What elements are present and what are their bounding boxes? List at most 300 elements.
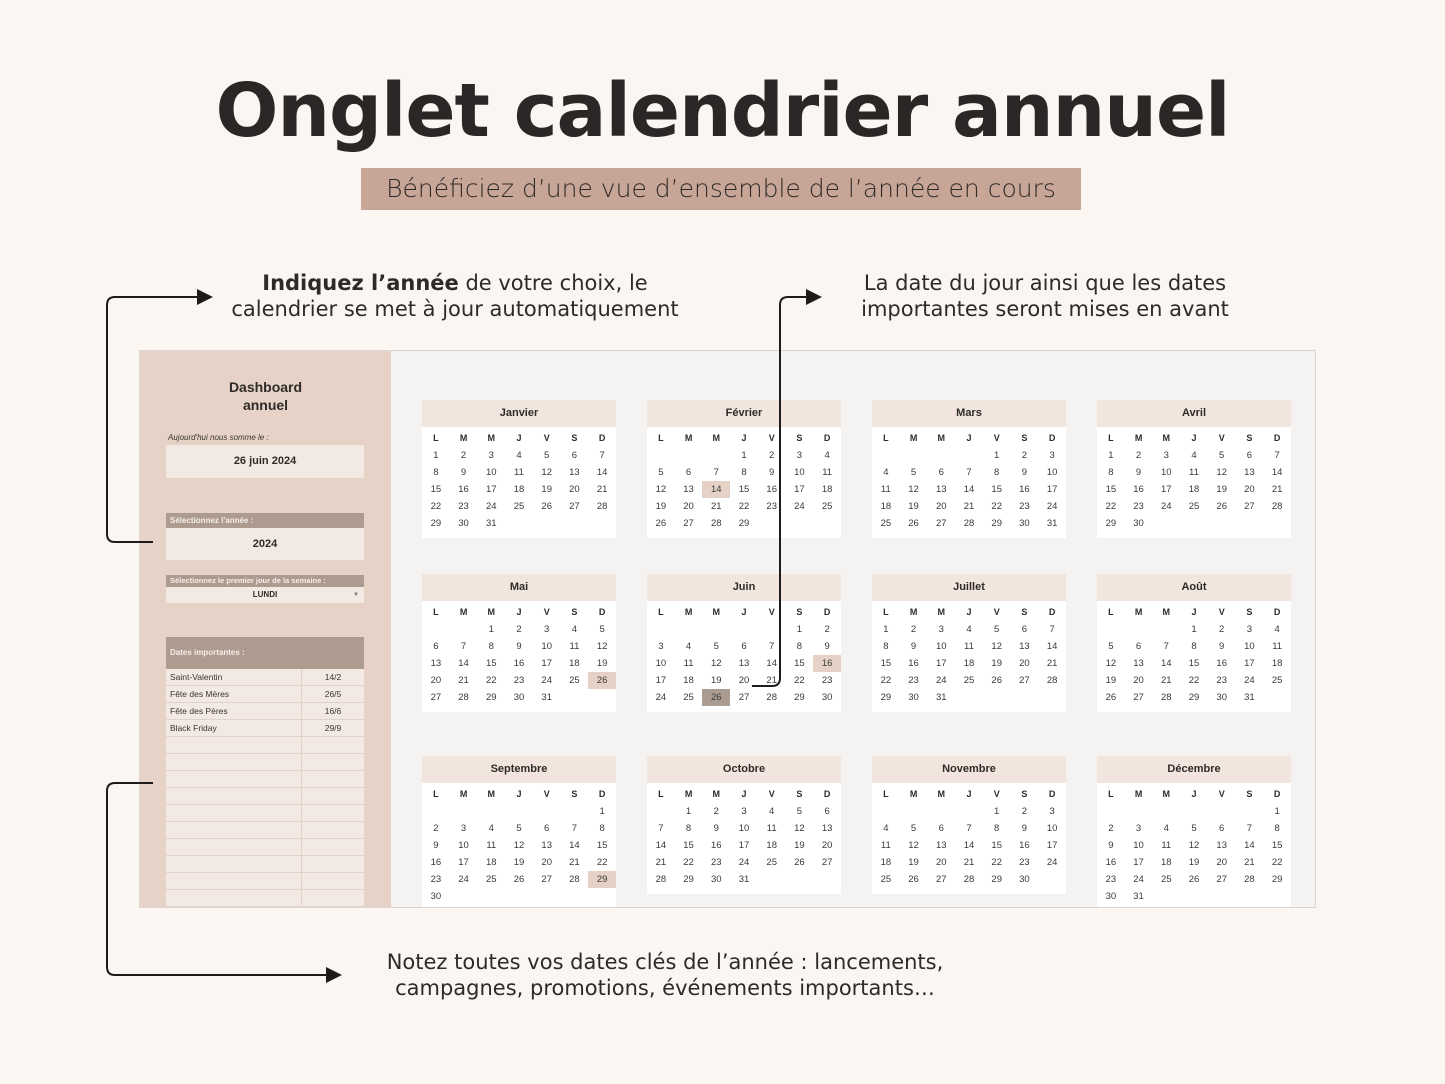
weekday-header: M <box>1162 607 1171 617</box>
day-cell: 15 <box>794 658 805 669</box>
day-cell: 12 <box>908 840 919 851</box>
weekday-header: M <box>937 607 946 617</box>
day-cell: 12 <box>655 484 667 495</box>
day-cell: 13 <box>935 484 947 495</box>
day-cell: 3 <box>1135 823 1142 834</box>
weekday-header: M <box>684 607 693 617</box>
day-cell: 5 <box>713 641 719 652</box>
week-start-value: LUNDI <box>252 590 278 599</box>
today-label: Aujourd'hui nous somme le : <box>168 433 269 442</box>
month-title: Mai <box>422 574 616 601</box>
day-cell: 15 <box>991 484 1002 495</box>
empty-day-cell <box>1097 803 1125 820</box>
day-cell: 6 <box>824 806 830 817</box>
day-cell: 25 <box>569 675 580 686</box>
day-cell: 14 <box>766 658 777 669</box>
day-cell: 3 <box>1049 806 1055 817</box>
month-day-grid <box>647 427 841 538</box>
empty-day-cell <box>1236 803 1264 820</box>
weekday-header: D <box>598 433 606 443</box>
day-cell: 10 <box>1160 467 1172 478</box>
empty-day-cell <box>1125 803 1153 820</box>
day-cell: 12 <box>513 840 525 851</box>
day-cell: 1 <box>1274 806 1280 817</box>
empty-day-cell <box>675 621 703 638</box>
day-cell: 7 <box>599 450 605 461</box>
weekday-header: V <box>1218 789 1225 799</box>
important-date-name[interactable] <box>166 856 302 872</box>
day-cell: 1 <box>1108 450 1114 461</box>
month-day-grid <box>872 427 1066 538</box>
day-cell: 15 <box>430 484 442 495</box>
important-date-name[interactable]: Fête des Pères <box>166 703 302 719</box>
day-cell: 17 <box>935 658 947 669</box>
day-cell: 19 <box>1188 857 1200 868</box>
annotation-year-bold: Indiquez l’année <box>262 271 459 295</box>
empty-day-cell <box>450 803 478 820</box>
important-date-name[interactable]: Black Friday <box>166 720 302 736</box>
important-date-value[interactable] <box>302 788 364 804</box>
month-title: Novembre <box>872 756 1066 783</box>
sidebar <box>140 351 391 907</box>
important-date-value[interactable]: 14/2 <box>324 672 342 682</box>
day-cell: 29 <box>1188 692 1200 703</box>
important-date-row[interactable] <box>166 822 364 839</box>
day-cell: 5 <box>1219 450 1225 461</box>
day-cell: 18 <box>569 658 580 669</box>
important-date-row[interactable] <box>166 737 364 754</box>
important-date-name[interactable] <box>166 890 302 906</box>
day-cell: 17 <box>1133 857 1144 868</box>
day-cell: 25 <box>485 874 497 885</box>
week-start-label: Sélectionnez le premier jour de la semaine : <box>166 575 364 587</box>
day-cell: 25 <box>880 874 892 885</box>
day-cell: 6 <box>433 641 439 652</box>
day-cell: 8 <box>433 467 439 478</box>
weekday-header: D <box>1273 433 1281 443</box>
weekday-header: V <box>1218 433 1225 443</box>
day-cell: 13 <box>683 484 694 495</box>
weekday-header: V <box>993 607 1000 617</box>
day-cell: 5 <box>544 450 550 461</box>
important-date-value[interactable] <box>302 873 364 889</box>
day-cell: 13 <box>541 840 552 851</box>
important-date-name[interactable] <box>166 737 302 753</box>
day-cell: 23 <box>458 501 469 512</box>
day-cell: 11 <box>683 658 694 669</box>
day-cell: 28 <box>1244 874 1255 885</box>
weekday-header: M <box>909 433 918 443</box>
important-date-row[interactable] <box>166 686 364 703</box>
weekday-header: L <box>658 433 664 443</box>
day-cell: 10 <box>935 641 947 652</box>
day-cell: 27 <box>541 874 552 885</box>
important-date-value[interactable] <box>302 890 364 906</box>
month-title: Janvier <box>422 400 616 427</box>
day-cell: 15 <box>683 840 694 851</box>
day-cell: 28 <box>963 518 975 529</box>
day-cell: 7 <box>1049 624 1055 635</box>
day-cell: 28 <box>596 501 608 512</box>
day-cell: 12 <box>541 467 552 478</box>
month-card <box>1097 400 1291 538</box>
day-cell: 26 <box>541 501 552 512</box>
day-cell: 31 <box>485 518 497 529</box>
day-cell: 24 <box>1046 857 1058 868</box>
important-date-name[interactable] <box>166 873 302 889</box>
day-cell: 20 <box>1019 658 1030 669</box>
day-cell: 3 <box>741 806 747 817</box>
weekday-header: S <box>571 433 578 443</box>
empty-day-cell <box>900 803 928 820</box>
day-cell: 29 <box>485 692 497 703</box>
day-cell: 15 <box>596 840 608 851</box>
day-cell: 22 <box>485 675 497 686</box>
day-cell: 28 <box>458 692 469 703</box>
day-cell: 5 <box>516 823 522 834</box>
day-cell: 8 <box>883 641 889 652</box>
day-cell: 1 <box>883 624 889 635</box>
month-day-grid <box>422 427 616 538</box>
day-cell: 14 <box>655 840 667 851</box>
important-date-row[interactable] <box>166 873 364 890</box>
day-cell: 5 <box>796 806 803 817</box>
day-cell: 17 <box>1160 484 1172 495</box>
important-date-name[interactable] <box>166 839 302 855</box>
weekday-header: M <box>937 433 946 443</box>
day-cell: 23 <box>1019 501 1030 512</box>
day-cell: 6 <box>1135 641 1142 652</box>
day-cell: 28 <box>710 518 722 529</box>
weekday-header: L <box>883 607 889 617</box>
day-cell: 27 <box>738 692 750 703</box>
day-cell: 3 <box>658 641 664 652</box>
day-cell: 7 <box>966 823 972 834</box>
important-date-row[interactable] <box>166 754 364 771</box>
day-cell: 15 <box>880 658 892 669</box>
day-cell: 26 <box>908 874 919 885</box>
month-title: Février <box>647 400 841 427</box>
weekday-header: J <box>741 607 747 617</box>
weekday-header: M <box>459 607 468 617</box>
empty-day-cell <box>730 621 758 638</box>
month-title: Juillet <box>872 574 1066 601</box>
annotation-year-rest: de votre choix, le <box>458 271 648 295</box>
day-cell: 11 <box>486 840 497 851</box>
day-cell: 26 <box>908 518 919 529</box>
weekday-header: S <box>1021 433 1028 443</box>
empty-day-cell <box>1152 803 1180 820</box>
day-cell: 15 <box>738 484 750 495</box>
day-cell: 1 <box>488 624 494 635</box>
caret-down-icon[interactable]: ▼ <box>353 592 359 598</box>
day-cell: 24 <box>1244 675 1255 686</box>
day-cell: 19 <box>908 501 919 512</box>
day-cell: 23 <box>908 675 919 686</box>
important-date-row[interactable] <box>166 720 364 737</box>
weekday-header: L <box>658 789 664 799</box>
weekday-header: M <box>459 433 468 443</box>
day-cell: 19 <box>655 501 667 512</box>
weekday-header: D <box>598 607 606 617</box>
day-cell: 1 <box>433 450 439 461</box>
day-cell: 14 <box>1046 641 1058 652</box>
weekday-header: M <box>712 433 721 443</box>
empty-day-cell <box>675 447 703 464</box>
important-date-name[interactable] <box>166 788 302 804</box>
day-cell: 19 <box>1216 484 1227 495</box>
day-cell: 19 <box>541 484 552 495</box>
annotation-notes <box>340 949 990 1001</box>
weekday-header: J <box>741 789 747 799</box>
day-cell: 22 <box>1271 857 1283 868</box>
day-cell: 16 <box>813 655 841 672</box>
day-cell: 23 <box>821 675 833 686</box>
day-cell: 22 <box>991 501 1002 512</box>
weekday-header: S <box>571 607 578 617</box>
weekday-header: D <box>823 433 831 443</box>
day-cell: 15 <box>485 658 497 669</box>
day-cell: 2 <box>1021 806 1028 817</box>
weekday-header: J <box>966 789 972 799</box>
important-date-name[interactable] <box>166 754 302 770</box>
important-date-row[interactable] <box>166 669 364 686</box>
day-cell: 7 <box>769 641 775 652</box>
weekday-header: M <box>1134 607 1143 617</box>
day-cell: 25 <box>963 675 975 686</box>
day-cell: 28 <box>655 874 667 885</box>
weekday-header: J <box>1191 789 1197 799</box>
day-cell: 5 <box>910 467 917 478</box>
day-cell: 23 <box>1019 857 1030 868</box>
day-cell: 24 <box>738 857 750 868</box>
annotation-highlight <box>820 270 1270 322</box>
day-cell: 8 <box>1108 467 1114 478</box>
day-cell: 10 <box>541 641 552 652</box>
day-cell: 7 <box>1246 823 1253 834</box>
dashboard-title-line1: Dashboard <box>228 379 303 395</box>
day-cell: 7 <box>713 467 719 478</box>
important-date-name[interactable]: Fête des Mères <box>166 686 302 702</box>
day-cell: 27 <box>935 874 947 885</box>
weekday-header: L <box>433 433 439 443</box>
day-cell: 27 <box>1244 501 1255 512</box>
important-date-value[interactable] <box>302 805 364 821</box>
day-cell: 31 <box>541 692 552 703</box>
day-cell: 12 <box>991 641 1002 652</box>
day-cell: 4 <box>883 467 889 478</box>
day-cell: 14 <box>963 840 975 851</box>
weekday-header: J <box>966 607 972 617</box>
empty-day-cell <box>1125 621 1153 638</box>
important-date-row[interactable] <box>166 890 364 907</box>
day-cell: 18 <box>1271 658 1283 669</box>
empty-day-cell <box>647 803 675 820</box>
month-card <box>422 574 616 712</box>
empty-day-cell <box>955 447 983 464</box>
day-cell: 9 <box>1135 467 1142 478</box>
day-cell: 22 <box>738 501 750 512</box>
day-cell: 25 <box>880 518 892 529</box>
day-cell: 2 <box>713 806 719 817</box>
important-date-value[interactable]: 26/5 <box>324 689 342 699</box>
weekday-header: L <box>433 789 439 799</box>
day-cell: 20 <box>935 501 947 512</box>
weekday-header: L <box>1108 789 1114 799</box>
day-cell: 18 <box>1188 484 1200 495</box>
day-cell: 16 <box>1105 857 1117 868</box>
month-card <box>1097 756 1291 908</box>
day-cell: 3 <box>1163 450 1169 461</box>
day-cell: 8 <box>599 823 605 834</box>
important-date-row[interactable] <box>166 805 364 822</box>
important-date-row[interactable] <box>166 839 364 856</box>
day-cell: 20 <box>541 857 552 868</box>
important-date-value[interactable] <box>302 839 364 855</box>
day-cell: 11 <box>880 840 891 851</box>
weekday-header: L <box>1108 607 1114 617</box>
month-day-grid <box>647 783 841 894</box>
day-cell: 22 <box>1188 675 1200 686</box>
empty-day-cell <box>647 621 675 638</box>
day-cell: 5 <box>599 624 605 635</box>
day-cell: 19 <box>908 857 919 868</box>
weekday-header: M <box>1134 433 1143 443</box>
empty-day-cell <box>927 447 955 464</box>
day-cell: 4 <box>883 823 889 834</box>
week-start-dropdown[interactable] <box>166 587 364 603</box>
day-cell: 26 <box>702 689 730 706</box>
day-cell: 8 <box>685 823 692 834</box>
month-day-grid <box>422 783 616 908</box>
day-cell: 11 <box>1272 641 1283 652</box>
weekday-header: S <box>1246 433 1253 443</box>
month-card <box>647 400 841 538</box>
important-date-name[interactable] <box>166 822 302 838</box>
day-cell: 3 <box>1049 450 1055 461</box>
empty-day-cell <box>702 621 730 638</box>
day-cell: 4 <box>966 624 972 635</box>
day-cell: 4 <box>824 450 830 461</box>
day-cell: 10 <box>458 840 469 851</box>
month-card <box>872 756 1066 894</box>
day-cell: 18 <box>683 675 694 686</box>
day-cell: 27 <box>569 501 580 512</box>
important-date-value[interactable] <box>302 771 364 787</box>
day-cell: 31 <box>738 874 750 885</box>
month-card <box>422 400 616 538</box>
day-cell: 19 <box>1105 675 1117 686</box>
day-cell: 19 <box>596 658 608 669</box>
empty-day-cell <box>1180 803 1208 820</box>
day-cell: 6 <box>741 641 747 652</box>
day-cell: 7 <box>1274 450 1280 461</box>
day-cell: 10 <box>1046 467 1058 478</box>
day-cell: 13 <box>569 467 580 478</box>
weekday-header: M <box>712 607 721 617</box>
day-cell: 7 <box>1163 641 1169 652</box>
day-cell: 11 <box>1189 467 1199 478</box>
day-cell: 14 <box>1244 840 1255 851</box>
important-date-row[interactable] <box>166 703 364 720</box>
day-cell: 31 <box>1133 891 1144 902</box>
important-date-value[interactable] <box>302 822 364 838</box>
day-cell: 29 <box>1271 874 1283 885</box>
year-input[interactable]: 2024 <box>166 528 364 560</box>
important-date-row[interactable] <box>166 771 364 788</box>
empty-day-cell <box>955 803 983 820</box>
day-cell: 3 <box>460 823 467 834</box>
day-cell: 11 <box>514 467 524 478</box>
weekday-header: D <box>1048 789 1056 799</box>
day-cell: 8 <box>994 467 1000 478</box>
day-cell: 29 <box>430 518 442 529</box>
important-date-value[interactable]: 16/6 <box>324 706 342 716</box>
day-cell: 13 <box>821 823 833 834</box>
day-cell: 14 <box>702 481 730 498</box>
empty-day-cell <box>872 447 900 464</box>
day-cell: 17 <box>541 658 552 669</box>
day-cell: 9 <box>910 641 917 652</box>
day-cell: 18 <box>821 484 833 495</box>
day-cell: 22 <box>596 857 608 868</box>
month-card <box>647 756 841 894</box>
important-date-row[interactable] <box>166 788 364 805</box>
weekday-header: V <box>1218 607 1225 617</box>
annotation-year-line2: calendrier se met à jour automatiquement <box>231 297 679 321</box>
day-cell: 1 <box>599 806 605 817</box>
important-date-value[interactable] <box>302 754 364 770</box>
important-date-name[interactable]: Saint-Valentin <box>166 669 302 685</box>
day-cell: 17 <box>1244 658 1255 669</box>
day-cell: 1 <box>741 450 747 461</box>
day-cell: 2 <box>516 624 522 635</box>
day-cell: 6 <box>685 467 692 478</box>
day-cell: 14 <box>1160 658 1172 669</box>
important-date-name[interactable] <box>166 771 302 787</box>
day-cell: 6 <box>938 467 944 478</box>
day-cell: 30 <box>1019 518 1030 529</box>
important-date-value[interactable] <box>302 856 364 872</box>
day-cell: 25 <box>513 501 525 512</box>
empty-day-cell <box>1097 621 1125 638</box>
important-dates-table <box>166 669 364 907</box>
day-cell: 5 <box>994 624 1000 635</box>
day-cell: 13 <box>935 840 947 851</box>
weekday-header: M <box>684 433 693 443</box>
dashboard-title-line2: annuel <box>242 397 289 413</box>
day-cell: 2 <box>460 450 467 461</box>
day-cell: 17 <box>1046 840 1058 851</box>
day-cell: 4 <box>685 641 692 652</box>
day-cell: 14 <box>458 658 469 669</box>
important-date-value[interactable] <box>302 737 364 753</box>
day-cell: 14 <box>596 467 608 478</box>
day-cell: 15 <box>1271 840 1283 851</box>
day-cell: 16 <box>430 857 442 868</box>
important-date-value[interactable]: 29/9 <box>324 723 342 733</box>
day-cell: 10 <box>1244 641 1255 652</box>
weekday-header: J <box>516 433 522 443</box>
weekday-header: M <box>937 789 946 799</box>
weekday-header: L <box>1108 433 1114 443</box>
day-cell: 9 <box>1219 641 1225 652</box>
day-cell: 1 <box>1191 624 1197 635</box>
day-cell: 29 <box>794 692 805 703</box>
weekday-header: D <box>1048 433 1056 443</box>
important-date-name[interactable] <box>166 805 302 821</box>
important-date-row[interactable] <box>166 856 364 873</box>
